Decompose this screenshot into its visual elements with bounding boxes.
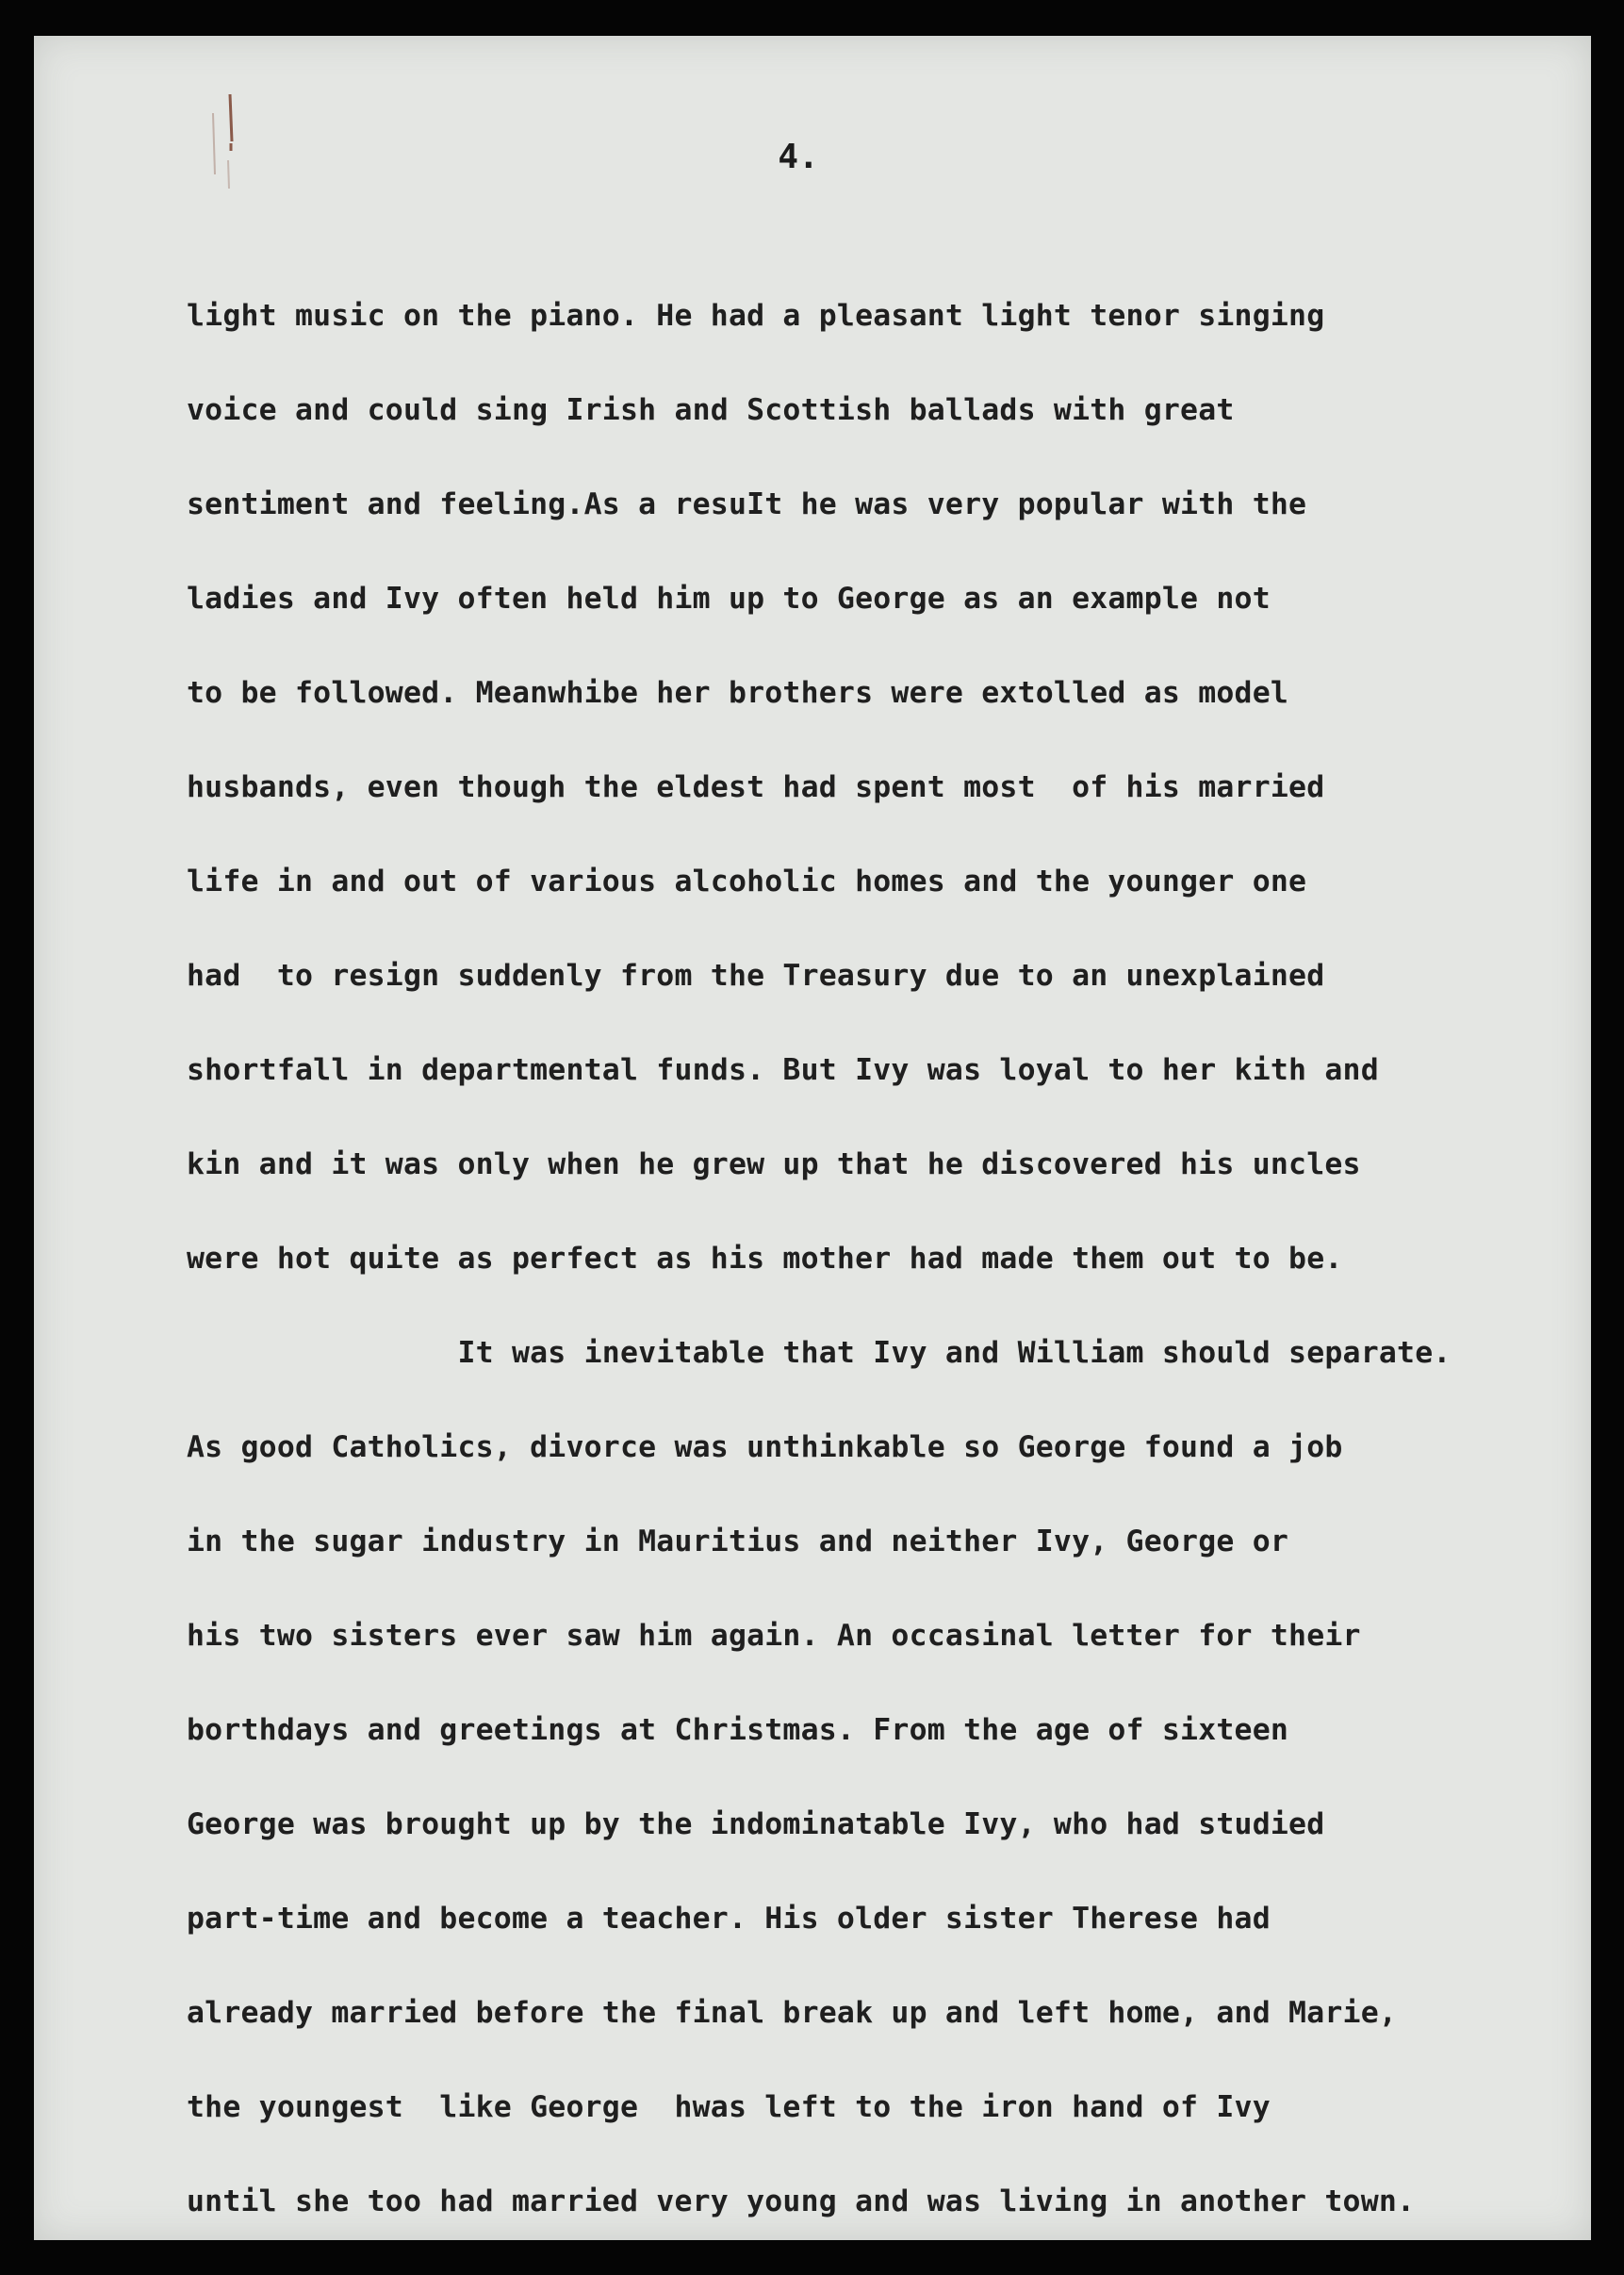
text-line: had to resign suddenly from the Treasury due to an unexplained <box>187 959 1325 993</box>
text-line: George was brought up by the indominatable Ivy, who had studied <box>187 1807 1325 1841</box>
text-line: life in and out of various alcoholic homes and the younger one <box>187 865 1307 898</box>
text-line: until she too had married very young and was living in another town. <box>187 2184 1416 2218</box>
text-line: voice and could sing Irish and Scottish ballads with great <box>187 393 1235 427</box>
text-line: in the sugar industry in Mauritius and neither Ivy, George or <box>187 1525 1289 1558</box>
text-line: As good Catholics, divorce was unthinkable so George found a job <box>187 1430 1343 1464</box>
text-line: to be followed. Meanwhibe her brothers were extolled as model <box>187 676 1289 710</box>
text-line: It was inevitable that Ivy and William should separate. <box>187 1336 1452 1370</box>
text-line: his two sisters ever saw him again. An occasinal letter for their <box>187 1619 1361 1653</box>
text-line: husbands, even though the eldest had spent most of his married <box>187 770 1325 804</box>
typewritten-sheet <box>34 36 1591 2240</box>
page-number: 4. <box>778 138 819 176</box>
text-line: the youngest like George hwas left to the iron hand of Ivy <box>187 2090 1271 2124</box>
text-line: shortfall in departmental funds. But Ivy was loyal to her kith and <box>187 1053 1379 1087</box>
text-line: already married before the final break up and left home, and Marie, <box>187 1996 1398 2030</box>
text-line: kin and it was only when he grew up that he discovered his uncles <box>187 1147 1361 1181</box>
text-line: were hot quite as perfect as his mother had made them out to be. <box>187 1242 1343 1276</box>
text-line: ladies and Ivy often held him up to George as an example not <box>187 582 1271 616</box>
text-line: borthdays and greetings at Christmas. From the age of sixteen <box>187 1713 1289 1747</box>
text-line: part-time and become a teacher. His older sister Therese had <box>187 1902 1271 1936</box>
text-line: sentiment and feeling.As a resuIt he was very popular with the <box>187 487 1307 521</box>
text-line: light music on the piano. He had a pleasant light tenor singing <box>187 299 1325 333</box>
